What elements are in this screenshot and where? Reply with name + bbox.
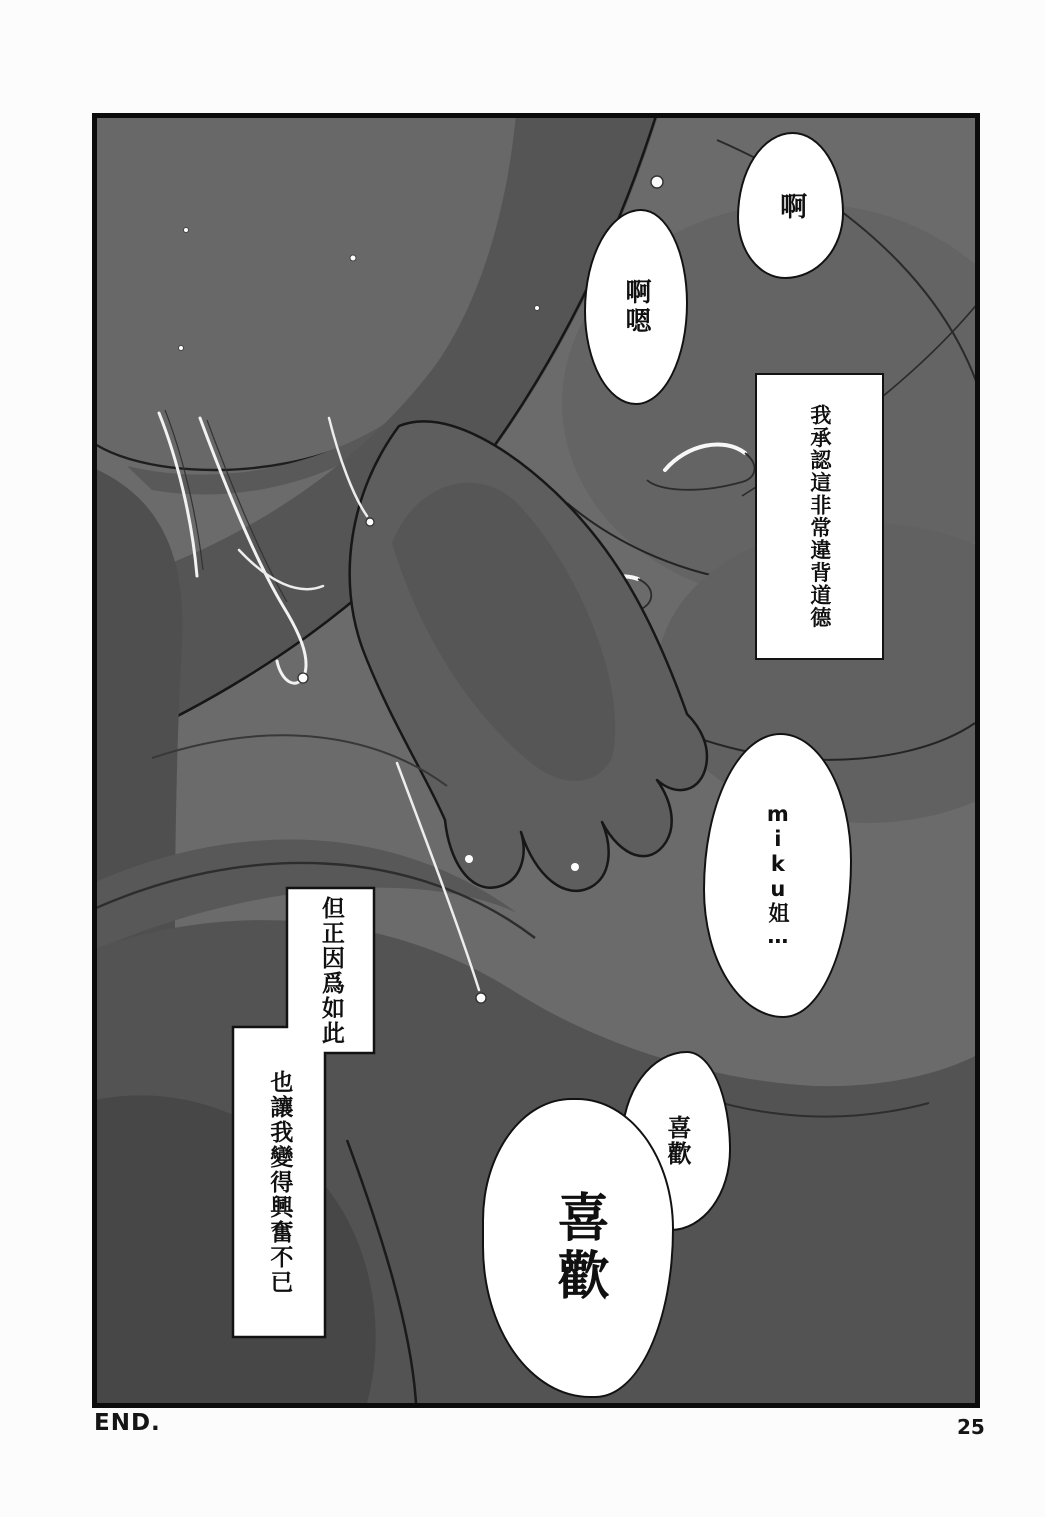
caption-excited-text: 也讓我變得興奮不已 bbox=[266, 1069, 293, 1295]
speech-bubble-miku-text: miku姐… bbox=[765, 802, 790, 949]
speech-bubble-like-small-text: 喜歡 bbox=[662, 1115, 691, 1167]
speech-bubble-ah-en-text: 啊嗯 bbox=[621, 278, 652, 336]
speech-bubble-like-big-text: 喜歡 bbox=[548, 1190, 609, 1306]
speech-bubble-ah-text: 啊 bbox=[775, 192, 807, 219]
caption-excited-area bbox=[235, 1031, 323, 1333]
page-number: 25 bbox=[957, 1415, 985, 1439]
speech-bubble-ah-en bbox=[584, 209, 688, 405]
caption-box-morality bbox=[755, 373, 884, 660]
caption-morality-text: 我承認這非常違背道德 bbox=[807, 404, 832, 629]
end-label: END. bbox=[94, 1410, 161, 1436]
caption-but-text: 但正因爲如此 bbox=[317, 895, 344, 1046]
caption-but-area bbox=[289, 892, 372, 1049]
